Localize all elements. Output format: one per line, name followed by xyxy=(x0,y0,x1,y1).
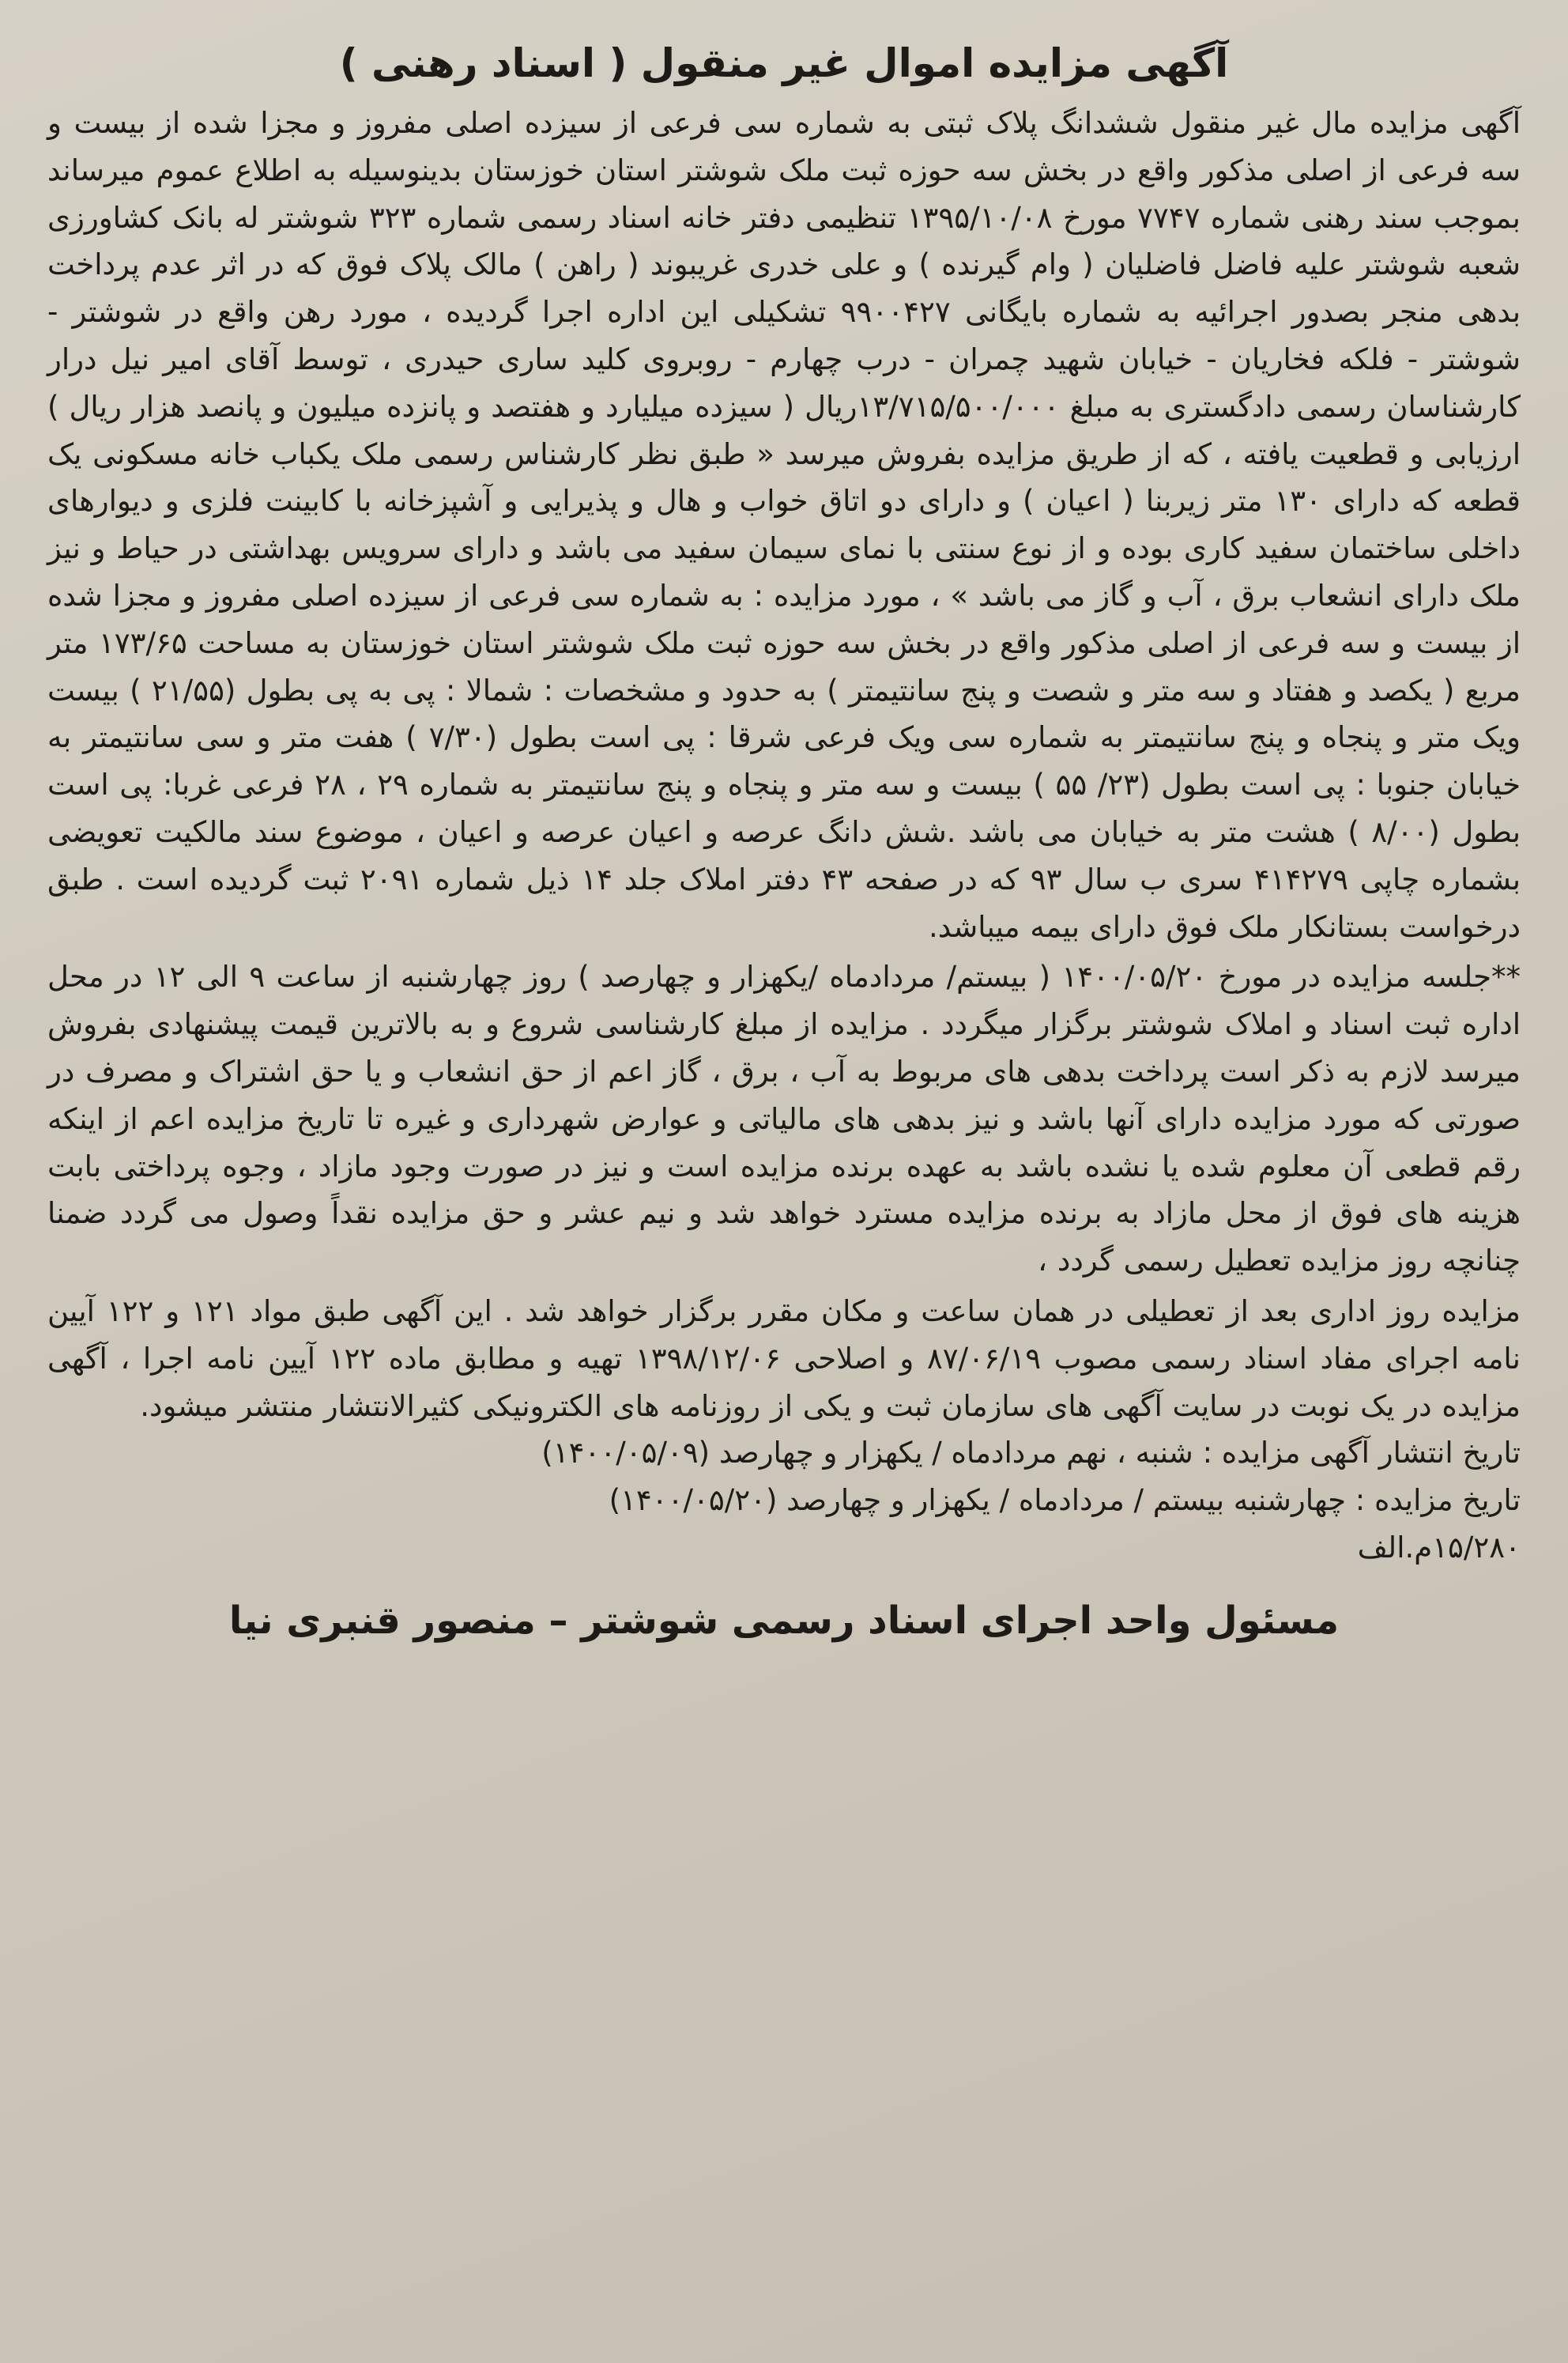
notice-title: آگهی مزایده اموال غیر منقول ( اسناد رهنی ) xyxy=(339,40,1229,86)
auction-date-line: تاریخ مزایده : چهارشنبه بیستم / مردادماه / یکهزار و چهارصد (۱۴۰۰/۰۵/۲۰) xyxy=(609,1483,1521,1518)
auction-notice xyxy=(32,32,1536,2331)
signature-line: مسئول واحد اجرای اسناد رسمی شوشتر – منصور قنبری نیا xyxy=(228,1598,1340,1643)
publish-date-line: تاریخ انتشار آگهی مزایده : شنبه ، نهم مردادماه / یکهزار و چهارصد (۱۴۰۰/۰۵/۰۹) xyxy=(541,1436,1521,1470)
notice-body-paragraph-1: آگهی مزایده مال غیر منقول ششدانگ پلاک ثبتی به شماره سی فرعی از سیزده اصلی مفروز و مجزا شده از بیست و سه فرعی از اصلی مذکور واقع در بخش سه حوزه ثبت ملک شوشتر استان خوزستان بدینوسیله به اطلاع عموم میرساند بموجب سند رهنی شماره ۷۷۴۷ مورخ ۱۳۹۵/۱۰/۰۸ تنظیمی دفتر خانه اسناد رسمی شماره ۳۲۳ شوشتر له بانک کشاورزی شعبه شوشتر علیه فاضل فاضلیان ( وام گیرنده ) و علی خدری غریبوند ( راهن ) مالک پلاک فوق که در اثر عدم پرداخت بدهی منجر بصدور اجرائیه به شماره بایگانی ۹۹۰۰۴۲۷ تشکیلی این اداره اجرا گردیده ، مورد رهن واقع در شوشتر - شوشتر - فلکه فخاریان - خیابان شهید چمران - درب چهارم - روبروی کلید ساری حیدری ، توسط آقای امیر نیل درار کارشناسان رسمی دادگستری به مبلغ ۱۳/۷۱۵/۵۰۰/۰۰۰ریال ( سیزده میلیارد و هفتصد و پانزده میلیون و پانصد هزار ریال ) ارزیابی و قطعیت یافته ، که از طریق مزایده بفروش میرسد « طبق نظر کارشناس رسمی ملک یکباب خانه مسکونی یک قطعه که دارای ۱۳۰ متر زیربنا ( اعیان ) و دارای دو اتاق خواب و هال و پذیرایی و آشپزخانه با کابینت فلزی و دیوارهای داخلی ساختمان سفید کاری بوده و از نوع سنتی با نمای سیمان سفید می باشد و دارای سرویس بهداشتی در حیاط و نیز ملک دارای انشعاب برق ، آب و گاز می باشد » ، مورد مزایده : به شماره سی فرعی از سیزده اصلی مفروز و مجزا شده از بیست و سه فرعی از اصلی مذکور واقع در بخش سه حوزه ثبت ملک شوشتر استان خوزستان به مساحت ۱۷۳/۶۵ متر مربع ( یکصد و هفتاد و سه متر و شصت و پنج سانتیمتر ) به حدود و مشخصات : شمالا : پی به پی بطول (۲۱/۵۵ ) بیست ویک متر و پنجاه و پنج سانتیمتر به شماره سی ویک فرعی شرقا : پی است بطول (۷/۳۰ ) هفت متر و سی سانتیمتر به خیابان جنوبا : پی است بطول (۲۳/ ۵۵ ) بیست و سه متر و پنجاه و پنج سانتیمتر به شماره ۲۹ ، ۲۸ فرعی غربا: پی است بطول (۸/۰۰ ) هشت متر به خیابان می باشد .شش دانگ عرصه و اعیان عرصه و اعیان ، موضوع سند مالکیت تعویضی بشماره چاپی ۴۱۴۲۷۹ سری ب سال ۹۳ که در صفحه ۴۳ دفتر املاک جلد ۱۴ ذیل شماره ۲۰۹۱ ثبت گردیده است . طبق درخواست بستانکار ملک فوق دارای بیمه میباشد. xyxy=(47,106,1521,944)
notice-code: ۱۵/۲۸۰م.الف xyxy=(1357,1530,1521,1565)
notice-body-paragraph-2: **جلسه مزایده در مورخ ۱۴۰۰/۰۵/۲۰ ( بیستم/ مردادماه /یکهزار و چهارصد ) روز چهارشنبه از ساعت ۹ الی ۱۲ در محل اداره ثبت اسناد و املاک شوشتر برگزار میگردد . مزایده از مبلغ کارشناسی شروع و به بالاترین قیمت پیشنهادی بفروش میرسد لازم به ذکر است پرداخت بدهی های مربوط به آب ، برق ، گاز اعم از حق انشعاب و یا حق اشتراک و مصرف در صورتی که مورد مزایده دارای آنها باشد و نیز بدهی های مالیاتی و عوارض شهرداری و غیره تا تاریخ مزایده اعم از اینکه رقم قطعی آن معلوم شده یا نشده باشد به عهده برنده مزایده است و نیز در صورت وجود مازاد ، وجوه پرداختی بابت هزینه های فوق از محل مازاد به برنده مزایده مسترد خواهد شد و نیم عشر و حق مزایده نقداً وصول می گردد ضمنا چنانچه روز مزایده تعطیل رسمی گردد ، xyxy=(47,960,1521,1278)
notice-body-paragraph-3: مزایده روز اداری بعد از تعطیلی در همان ساعت و مکان مقرر برگزار خواهد شد . این آگهی طبق مواد ۱۲۱ و ۱۲۲ آیین نامه اجرای مفاد اسناد رسمی مصوب ۸۷/۰۶/۱۹ و اصلاحی ۱۳۹۸/۱۲/۰۶ تهیه و مطابق ماده ۱۲۲ آیین نامه اجرا ، آگهی مزایده در یک نوبت در سایت آگهی های سازمان ثبت و یکی از روزنامه های الکترونیکی کثیرالانتشار منتشر میشود. xyxy=(47,1293,1521,1423)
